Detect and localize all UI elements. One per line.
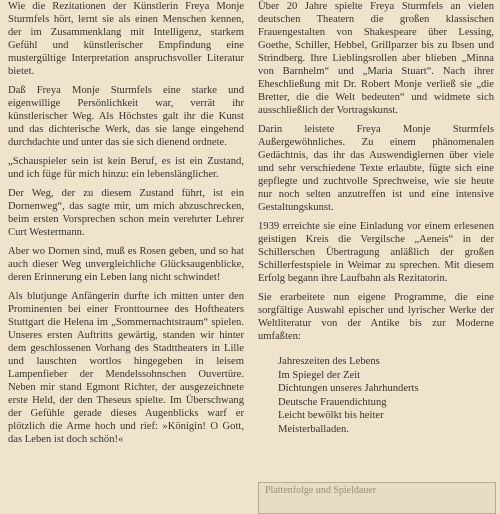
paragraph: Aber wo Dornen sind, muß es Rosen geben, und so hat auch dieser Weg unvergleichliche Glücksaugenblicke, deren Erinnerung ein Leben lang nicht schwindet! (8, 246, 244, 283)
paragraph: 1939 erreichte sie eine Einladung vor einem erlesenen geistigen Kreis die Vergilsche „Aeneis“ in der Schillerschen Übertragung anläßlich der großen Schillerfestspiele in Weimar zu sprechen. Mit diesem Erfolg begann ihre Laufbahn als Rezitatorin. (258, 221, 494, 284)
list-item: Leicht bewölkt bis heiter (278, 410, 384, 421)
paragraph: Darin leistete Freya Monje Sturmfels Außergewöhnliches. Zu einem phänomenalen Gedächtnis, das ihr das Auswendiglernen über viele und sehr verschiedene Texte erlaubte, fügte sich eine gepflegte und zuchtvolle Sprechweise, wie sie heute nur noch selten anzutreffen ist und eine intensive Gestaltungskunst. (258, 124, 494, 213)
list-item: Im Spiegel der Zeit (278, 369, 361, 381)
paragraph: Über 20 Jahre spielte Freya Sturmfels an vielen deutschen Theatern die großen klassischen Frauengestalten von Shakespeare über Lessing, Goethe, Schiller, Hebbel, Grillparzer bis zu Ibsen und Strindberg. Ihre Lieblingsrollen aber blieben „Minna von Barnhelm“ und „Maria Stuart“. Nach ihrer Eheschließung mit Dr. Robert Monje verließ sie „die Bretter, die die Welt bedeuten“ und widmete sich ausschließlich der Vortragskunst. (258, 1, 494, 116)
paragraph: Sie erarbeitete nun eigene Programme, die eine sorgfältige Auswahl epischer und lyrischer Werke der Weltliteratur von der Antike bis zur Moderne umfaßten: (258, 292, 494, 342)
paragraph: Der Weg, der zu diesem Zustand führt, ist ein Dornenweg“, das sagte mir, um mich abzuschrecken, beim ersten Vorsprechen schon mein verehrter Lehrer Curt Westermann. (8, 188, 244, 238)
list-item: Jahreszeiten des Lebens (278, 356, 380, 367)
paragraph: Als blutjunge Anfängerin durfte ich mitten unter den Prominenten bei einer Fronttournee des Hoftheaters Stuttgart die Helena im „Sommernachtstraum“ spielen. Unseres ersten Auftritts gewärtig, standen wir hinter dem geschlossenen Vorhang des Stadttheaters in Lille und lauschten wortlos hingegeben in leisem Lampenfieber der Mendelssohnschen Ouvertüre. Neben mir stand Egmont Richter, der ausgezeichnete erste Held, der den Theseus spielte. Im Überschwang der Gefühle gerade dieses Augenblicks warf er plötzlich die Arme hoch und rief: »Königin! O Gott, das Leben ist doch schön!« (8, 291, 244, 445)
list-item: Dichtungen unseres Jahrhunderts (278, 383, 419, 394)
list-item: Meisterballaden. (278, 423, 349, 435)
track-listing-box (258, 482, 496, 514)
right-column (258, 0, 494, 436)
list-item: Deutsche Frauendichtung (278, 396, 387, 408)
paragraph: Wie die Rezitationen der Künstlerin Freya Monje Sturmfels hört, lernt sie als einen Menschen kennen, der im Zusammenklang mit Intelligenz, starkem Gefühl und künstlerischer Empfindung eine mustergültige Interpretation anspruchsvoller Literatur bietet. (8, 1, 244, 77)
program-list (258, 355, 494, 436)
box-caption: Plattenfolge und Spieldauer (265, 485, 377, 496)
paragraph: Daß Freya Monje Sturmfels eine starke und eigenwillige Persönlichkeit war, verrät ihr künstlerischer Weg. Als Höchstes galt ihr die Kunst und das dichterische Werk, das sie lange eingehend durchdachte und unter das sie sich dienend ordnete. (8, 85, 244, 148)
left-column (8, 0, 244, 452)
paragraph: „Schauspieler sein ist kein Beruf, es ist ein Zustand, und ich füge für mich hinzu: ein lebenslänglicher. (8, 156, 244, 180)
